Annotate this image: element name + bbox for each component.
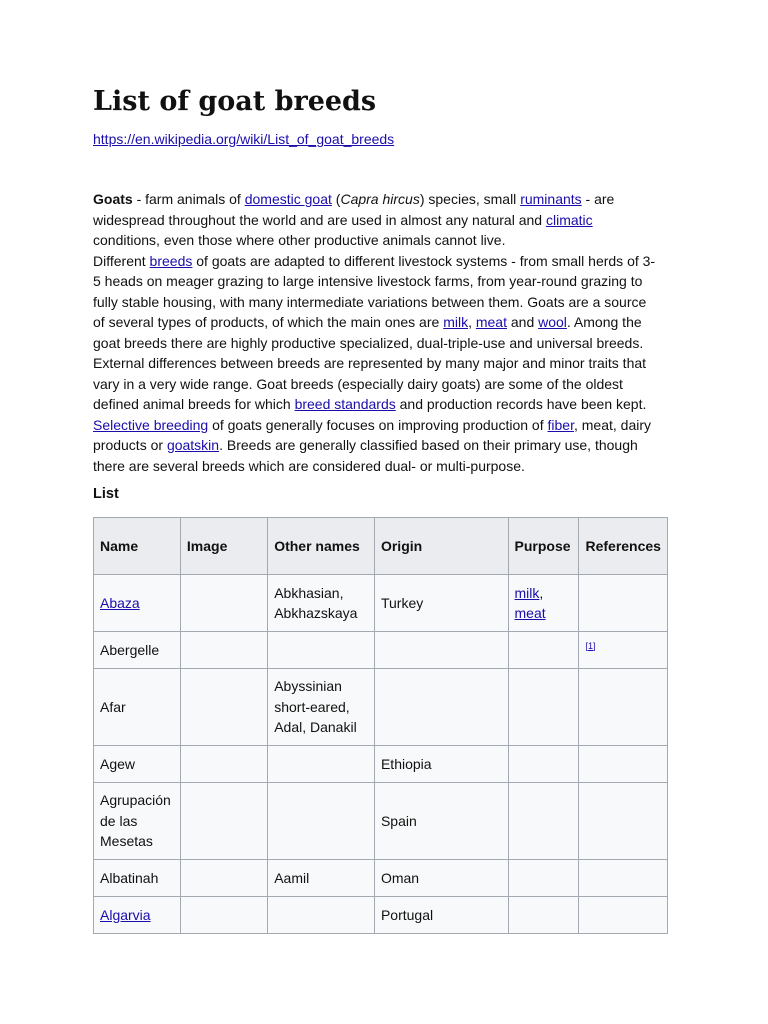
link-wool[interactable]: wool (538, 314, 567, 330)
intro-text: and production records have been kept. (395, 396, 647, 412)
column-header-origin: Origin (374, 518, 508, 575)
column-header-purpose: Purpose (508, 518, 579, 575)
table-row (94, 575, 668, 632)
cell-name: Afar (94, 669, 181, 746)
intro-text: of goats are adapted to different livestock systems - from small herds of 3-5 heads on meager grazing to large intensive livestock farms, from year-round grazing to fully stable housing, with many intermediate variations between them. Goats are a source of several types of products, of which the main ones are (93, 252, 656, 330)
link-climatic[interactable]: climatic (545, 211, 593, 228)
cell-image (180, 632, 267, 669)
cell-origin: Spain (374, 783, 508, 860)
intro-goats-bold: Goats (93, 191, 133, 207)
cell-purpose (508, 897, 579, 934)
intro-text: and (506, 314, 539, 330)
intro-text: conditions, even those where other productive animals cannot live. (93, 232, 506, 248)
cell-purpose (508, 575, 579, 632)
cell-references (579, 669, 668, 746)
breed-link[interactable]: Abaza (100, 594, 140, 611)
purpose-separator: , (539, 584, 544, 601)
cell-purpose (508, 632, 579, 669)
table-row (94, 746, 668, 783)
link-fiber[interactable]: fiber (547, 416, 574, 433)
intro-text: ( (331, 191, 341, 207)
column-header-references: References (579, 518, 668, 575)
column-header-other-names: Other names (268, 518, 375, 575)
cell-references (579, 860, 668, 897)
cell-other-names (268, 746, 375, 783)
list-heading: List (93, 486, 119, 502)
cell-references (579, 746, 668, 783)
cell-other-names (268, 897, 375, 934)
cell-references (579, 897, 668, 934)
intro-text: , meat, dairy products or (93, 416, 651, 453)
intro-text: . Breeds are generally classified based on their primary use, though there are several breeds which are considered dual- or multi-purpose. (93, 437, 638, 474)
table-row (94, 860, 668, 897)
cell-origin: Turkey (374, 575, 508, 632)
intro-paragraph (93, 189, 659, 476)
reference-link[interactable]: [1] (585, 640, 596, 651)
intro-text: - are widespread throughout the world and are used in almost any natural and (93, 191, 615, 228)
cell-purpose (508, 783, 579, 860)
link-selective-breeding[interactable]: Selective breeding (93, 416, 209, 433)
cell-name (94, 897, 181, 934)
cell-image (180, 746, 267, 783)
link-meat[interactable]: meat (475, 314, 507, 330)
breeds-table (93, 517, 668, 934)
intro-text: - farm animals of (132, 191, 245, 207)
page-title: List of goat breeds (93, 86, 377, 117)
cell-name: Agrupación de las Mesetas (94, 783, 181, 860)
table-row (94, 632, 668, 669)
purpose-meat-link[interactable]: meat (514, 605, 546, 621)
cell-image (180, 897, 267, 934)
cell-references (579, 575, 668, 632)
cell-image (180, 669, 267, 746)
table-row (94, 783, 668, 860)
cell-purpose (508, 746, 579, 783)
cell-name (94, 575, 181, 632)
cell-image (180, 783, 267, 860)
link-milk[interactable]: milk (443, 314, 469, 330)
table-row (94, 897, 668, 934)
intro-text: Different (93, 252, 150, 269)
link-ruminants[interactable]: ruminants (520, 191, 582, 207)
breed-link[interactable]: Algarvia (100, 906, 151, 923)
cell-origin: Oman (374, 860, 508, 897)
cell-name: Agew (94, 746, 181, 783)
cell-purpose (508, 860, 579, 897)
cell-origin (374, 669, 508, 746)
cell-origin: Ethiopia (374, 746, 508, 783)
intro-text: . Among the goat breeds there are highly productive specialized, dual-triple-use and universal breeds. External differences between breeds are represented by many major and minor traits that vary in a very wide range. Goat breeds (especially dairy goats) are some of the oldest defined animal breeds for which (93, 314, 647, 412)
cell-other-names: Abyssinian short-eared, Adal, Danakil (268, 669, 375, 746)
cell-references (579, 632, 668, 669)
cell-references (579, 783, 668, 860)
table-row (94, 669, 668, 746)
column-header-name: Name (94, 518, 181, 575)
intro-text: ) species, small (419, 191, 521, 207)
intro-capra-italic: Capra hircus (340, 191, 420, 207)
cell-origin: Portugal (374, 897, 508, 934)
cell-other-names: Aamil (268, 860, 375, 897)
cell-other-names: Abkhasian, Abkhazskaya (268, 575, 375, 632)
column-header-image: Image (180, 518, 267, 575)
table-header-row (94, 518, 668, 575)
cell-origin (374, 632, 508, 669)
source-url-link[interactable]: https://en.wikipedia.org/wiki/List_of_goat_breeds (93, 131, 395, 147)
cell-name: Abergelle (94, 632, 181, 669)
cell-purpose (508, 669, 579, 746)
cell-name: Albatinah (94, 860, 181, 897)
link-domestic-goat[interactable]: domestic goat (244, 191, 332, 207)
link-breeds[interactable]: breeds (149, 252, 193, 269)
cell-other-names (268, 783, 375, 860)
purpose-milk-link[interactable]: milk (514, 584, 540, 601)
cell-other-names (268, 632, 375, 669)
intro-text: of goats generally focuses on improving production of (208, 416, 548, 433)
intro-text: , (468, 314, 476, 330)
link-breed-standards[interactable]: breed standards (294, 396, 396, 412)
cell-image (180, 575, 267, 632)
cell-image (180, 860, 267, 897)
link-goatskin[interactable]: goatskin (166, 437, 220, 453)
